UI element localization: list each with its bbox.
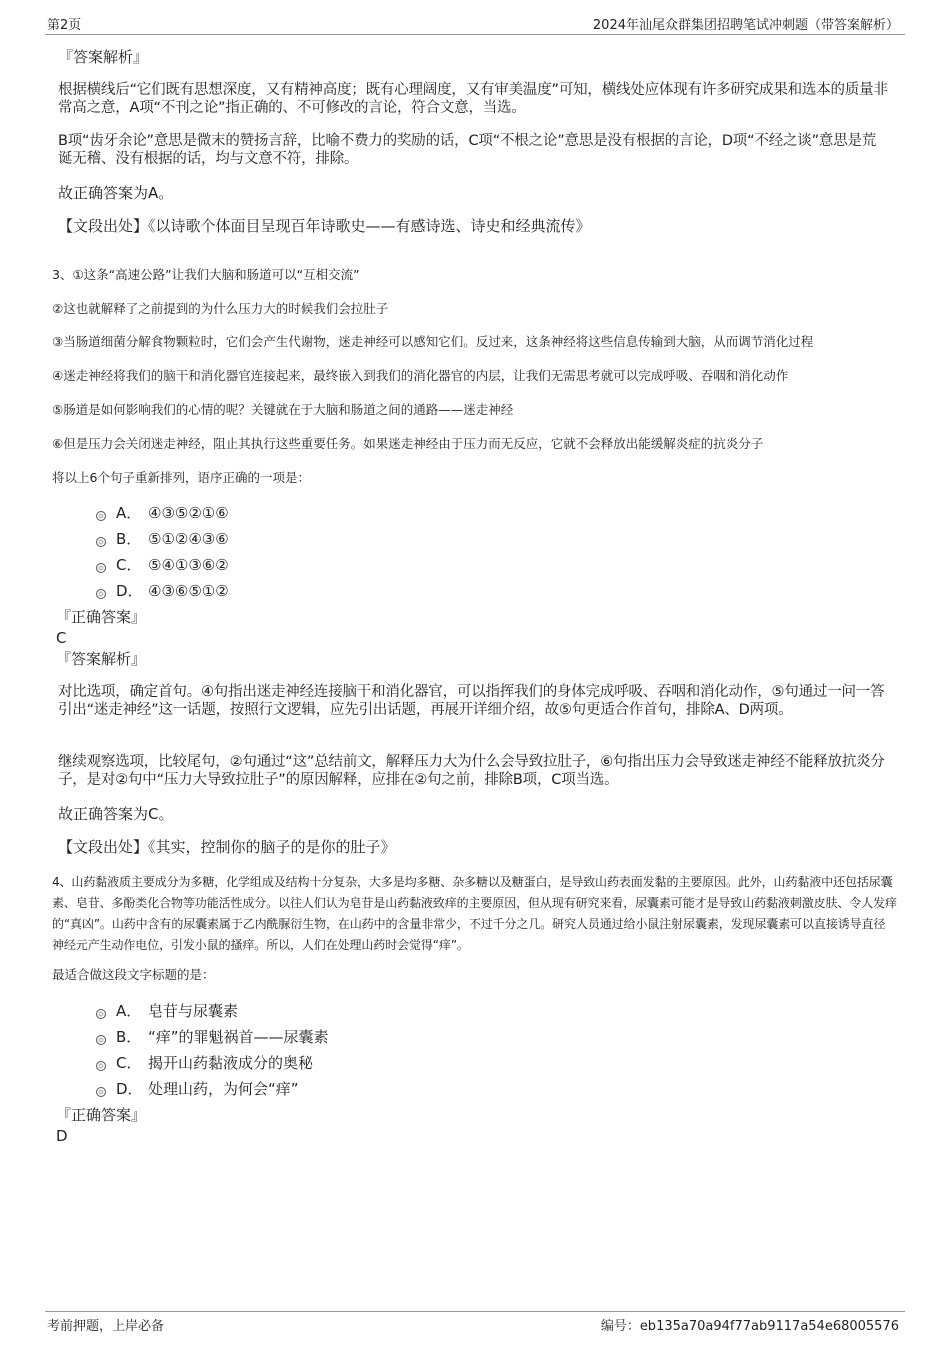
q4-passage: 4、山药黏液质主要成分为多糖，化学组成及结构十分复杂，大多是均多糖、杂多糖以及糖蛋白，是导致山药表面发黏的主要原因。此外，山药黏液中还包括尿囊素、皂苷、多酚类化合物等功能活性成分。以往人们认为皂苷是山药黏液致痒的主要原因，但从现有研究来看，尿囊素可能才是导致山药黏液刺激皮肤、令人发痒的“真凶”。山药中含有的尿囊素属于乙内酰脲衍生物，在山药中的含量非常少，不过千分之几。研究人员通过给小鼠注射尿囊素，发现尿囊素可以直接诱导直径神经元产生动作电位，引发小鼠的搔痒。所以，人们在处理山药时会觉得“痒”。: [52, 875, 897, 952]
page-number: 第2页: [47, 18, 82, 33]
q3-answer: C: [56, 629, 67, 647]
document-code: 编号：eb135a70a94f77ab9117a54e68005576: [600, 1319, 899, 1334]
page-footer: [45, 1311, 905, 1338]
q4-option-d[interactable]: D． 处理山药，为何会“痒”: [96, 1079, 299, 1099]
q2-conclusion: 故正确答案为A。: [58, 184, 174, 202]
page-header: [45, 12, 905, 35]
radio-icon[interactable]: [96, 1061, 106, 1071]
footer-slogan: 考前押题，上岸必备: [47, 1319, 165, 1334]
q4-prompt: 最适合做这段文字标题的是：: [52, 967, 215, 982]
radio-icon[interactable]: [96, 589, 106, 599]
q3-line-6: ⑥但是压力会关闭迷走神经，阻止其执行这些重要任务。如果迷走神经由于压力而无反应，它就不会释放出能缓解炎症的抗炎分子: [52, 436, 764, 451]
q3-line-5: ⑤肠道是如何影响我们的心情的呢？关键就在于大脑和肠道之间的通路——迷走神经: [52, 402, 514, 417]
radio-icon[interactable]: [96, 1087, 106, 1097]
q3-answer-label: 『正确答案』: [56, 608, 147, 626]
q3-line-4: ④迷走神经将我们的脑干和消化器官连接起来，最终嵌入到我们的消化器官的内层，让我们无需思考就可以完成呼吸、吞咽和消化动作: [52, 368, 789, 383]
radio-icon[interactable]: [96, 1009, 106, 1019]
q3-option-d[interactable]: D． ④③⑥⑤①②: [96, 581, 229, 601]
q2-analysis-p2: B项“齿牙余论”意思是微末的赞扬言辞，比喻不费力的奖励的话，C项“不根之论”意思是没有根据的言论，D项“不经之谈”意思是荒诞无稽、没有根据的话，均与文意不符，排除。: [58, 133, 877, 167]
radio-icon[interactable]: [96, 537, 106, 547]
q3-conclusion: 故正确答案为C。: [58, 805, 174, 823]
q4-answer: D: [56, 1127, 68, 1145]
q4-option-a[interactable]: A． 皂苷与尿囊素: [96, 1001, 238, 1021]
q3-analysis-p1: 对比选项，确定首句。④句指出迷走神经连接脑干和消化器官，可以指挥我们的身体完成呼吸、吞咽和消化动作，⑤句通过一问一答引出“迷走神经”这一话题，按照行文逻辑，应先引出话题，再展开详细介绍，故⑤句更适合作首句，排除A、D两项。: [58, 684, 885, 718]
q3-prompt: 将以上6个句子重新排列，语序正确的一项是：: [52, 470, 310, 485]
q3-analysis-p2: 继续观察选项，比较尾句，②句通过“这”总结前文，解释压力大为什么会导致拉肚子，⑥句指出压力会导致迷走神经不能释放抗炎分子，是对②句中“压力大导致拉肚子”的原因解释，应排在②句之前，排除B项，C项当选。: [58, 754, 885, 788]
q4-option-c[interactable]: C． 揭开山药黏液成分的奥秘: [96, 1053, 313, 1073]
document-title: 2024年汕尾众群集团招聘笔试冲刺题（带答案解析）: [592, 18, 899, 33]
q3-option-c[interactable]: C． ⑤④①③⑥②: [96, 555, 229, 575]
q3-line-1: 3、①这条“高速公路”让我们大脑和肠道可以“互相交流”: [52, 267, 360, 282]
q3-line-3: ③当肠道细菌分解食物颗粒时，它们会产生代谢物，迷走神经可以感知它们。反过来，这条神经将这些信息传输到大脑，从而调节消化过程: [52, 334, 814, 349]
q3-analysis-label: 『答案解析』: [56, 650, 147, 668]
radio-icon[interactable]: [96, 1035, 106, 1045]
q2-analysis-p1: 根据横线后“它们既有思想深度，又有精神高度；既有心理阔度，又有审美温度”可知，横线处应体现有许多研究成果和选本的质量非常高之意，A项“不刊之论”指正确的、不可修改的言论，符合文意，当选。: [58, 82, 888, 116]
radio-icon[interactable]: [96, 563, 106, 573]
q3-option-b[interactable]: B． ⑤①②④③⑥: [96, 529, 229, 549]
q4-answer-label: 『正确答案』: [56, 1106, 147, 1124]
q4-option-b[interactable]: B． “痒”的罪魁祸首——尿囊素: [96, 1027, 329, 1047]
q3-option-a[interactable]: A． ④③⑤②①⑥: [96, 503, 229, 523]
q2-source: 【文段出处】《以诗歌个体面目呈现百年诗歌史——有感诗选、诗史和经典流传》: [58, 217, 591, 235]
q2-analysis-label: 『答案解析』: [58, 48, 149, 66]
q3-source: 【文段出处】《其实，控制你的脑子的是你的肚子》: [58, 838, 396, 856]
radio-icon[interactable]: [96, 511, 106, 521]
q3-line-2: ②这也就解释了之前提到的为什么压力大的时候我们会拉肚子: [52, 301, 389, 316]
